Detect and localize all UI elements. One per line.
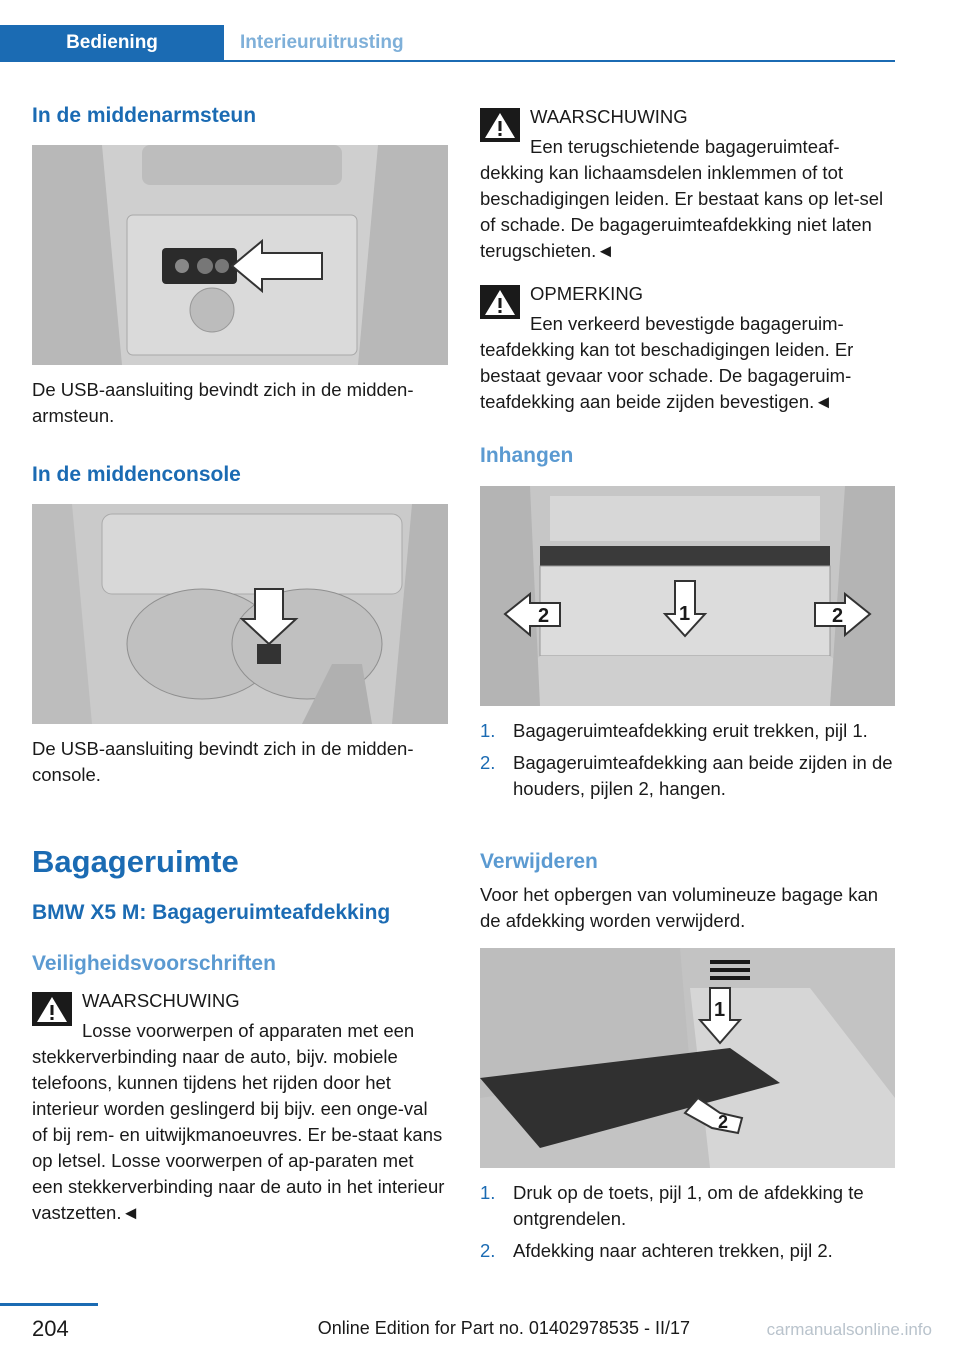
text-middenconsole: De USB-aansluiting bevindt zich in de midden-console.	[32, 738, 414, 785]
step-text: Afdekking naar achteren trekken, pijl 2.	[513, 1240, 833, 1261]
step-number: 2.	[480, 1240, 496, 1261]
watermark: carmanualsonline.info	[766, 1320, 932, 1339]
warning-text: Een terugschietende bagageruimteaf-dekking kan lichaamsdelen inklemmen of tot beschadigingen leiden. Er bestaat kans op let-sel of schade. De bagageruimteafdekking niet laten terugschieten.◄	[480, 136, 884, 261]
warning-triangle-icon	[32, 992, 72, 1026]
warning-notice-2	[480, 104, 896, 264]
warning-triangle-icon	[480, 108, 520, 142]
warning-title: WAARSCHUWING	[530, 106, 688, 127]
figure-middenarmsteun-usb	[32, 145, 448, 365]
list-item	[480, 1180, 896, 1232]
list-item	[480, 718, 896, 744]
page-number: 204	[32, 1316, 69, 1341]
section-title-middenconsole: In de middenconsole	[32, 463, 241, 486]
note-text: Een verkeerd bevestigde bagageruim-teafdekking kan tot beschadigingen leiden. Er bestaat gevaar voor schade. De bagageruim-teafdekking aan beide zijden bevestigen.◄	[480, 313, 854, 412]
step-text: Bagageruimteafdekking eruit trekken, pijl 1.	[513, 720, 868, 741]
header-divider	[0, 60, 895, 62]
arrow-label-2-left: 2	[538, 605, 550, 627]
arrow-label-2: 2	[718, 1112, 729, 1132]
tab-interieuruitrusting[interactable]: Interieuruitrusting	[240, 32, 404, 53]
step-text: Druk op de toets, pijl 1, om de afdekking te ontgrendelen.	[513, 1182, 864, 1229]
tab-bediening[interactable]: Bediening	[0, 25, 224, 61]
step-number: 1.	[480, 1182, 496, 1203]
verwijderen-steps	[480, 1180, 896, 1270]
inhangen-title: Inhangen	[480, 444, 574, 467]
warning-triangle-icon	[480, 285, 520, 319]
list-item	[480, 750, 896, 802]
warning-text: Losse voorwerpen of apparaten met een stekkerverbinding naar de auto, bijv. mobiele telefoons, kunnen tijdens het rijden door het interieur worden geslingerd bij bijv. een onge-val of bij rem- en uitwijkmanoeuvres. Er be-staat kans op letsel. Losse voorwerpen of ap-paraten met een stekkerverbinding naar de auto in het interieur vastzetten.◄	[32, 1020, 445, 1223]
verwijderen-title: Verwijderen	[480, 850, 598, 873]
chapter-title: Bagageruimte	[32, 844, 239, 879]
subchapter-title: BMW X5 M: Bagageruimteafdekking	[32, 901, 391, 924]
figure-verwijderen	[480, 948, 895, 1168]
arrow-label-2-right: 2	[832, 605, 844, 627]
footer-divider	[0, 1303, 98, 1306]
figure-middenconsole-usb	[32, 504, 448, 724]
verwijderen-text: Voor het opbergen van volumineuze bagage kan de afdekking worden verwijderd.	[480, 884, 879, 931]
header-tab-bar	[0, 25, 895, 61]
arrow-label-1: 1	[679, 603, 691, 625]
inhangen-steps	[480, 718, 896, 808]
arrow-label-1: 1	[714, 999, 726, 1021]
step-number: 1.	[480, 720, 496, 741]
warning-notice-1	[32, 988, 448, 1226]
edition-text: Online Edition for Part no. 01402978535 - II/17	[317, 1318, 690, 1338]
list-item	[480, 1238, 896, 1264]
section-title-middenarmsteun: In de middenarmsteun	[32, 104, 257, 127]
figure-inhangen	[480, 486, 895, 706]
step-text: Bagageruimteafdekking aan beide zijden in de houders, pijlen 2, hangen.	[513, 752, 893, 799]
safety-title: Veiligheidsvoorschriften	[32, 952, 276, 975]
warning-title: WAARSCHUWING	[82, 990, 240, 1011]
note-title: OPMERKING	[530, 283, 644, 304]
text-middenarmsteun: De USB-aansluiting bevindt zich in de midden-armsteun.	[32, 379, 414, 426]
step-number: 2.	[480, 752, 496, 773]
note-notice	[480, 281, 896, 415]
